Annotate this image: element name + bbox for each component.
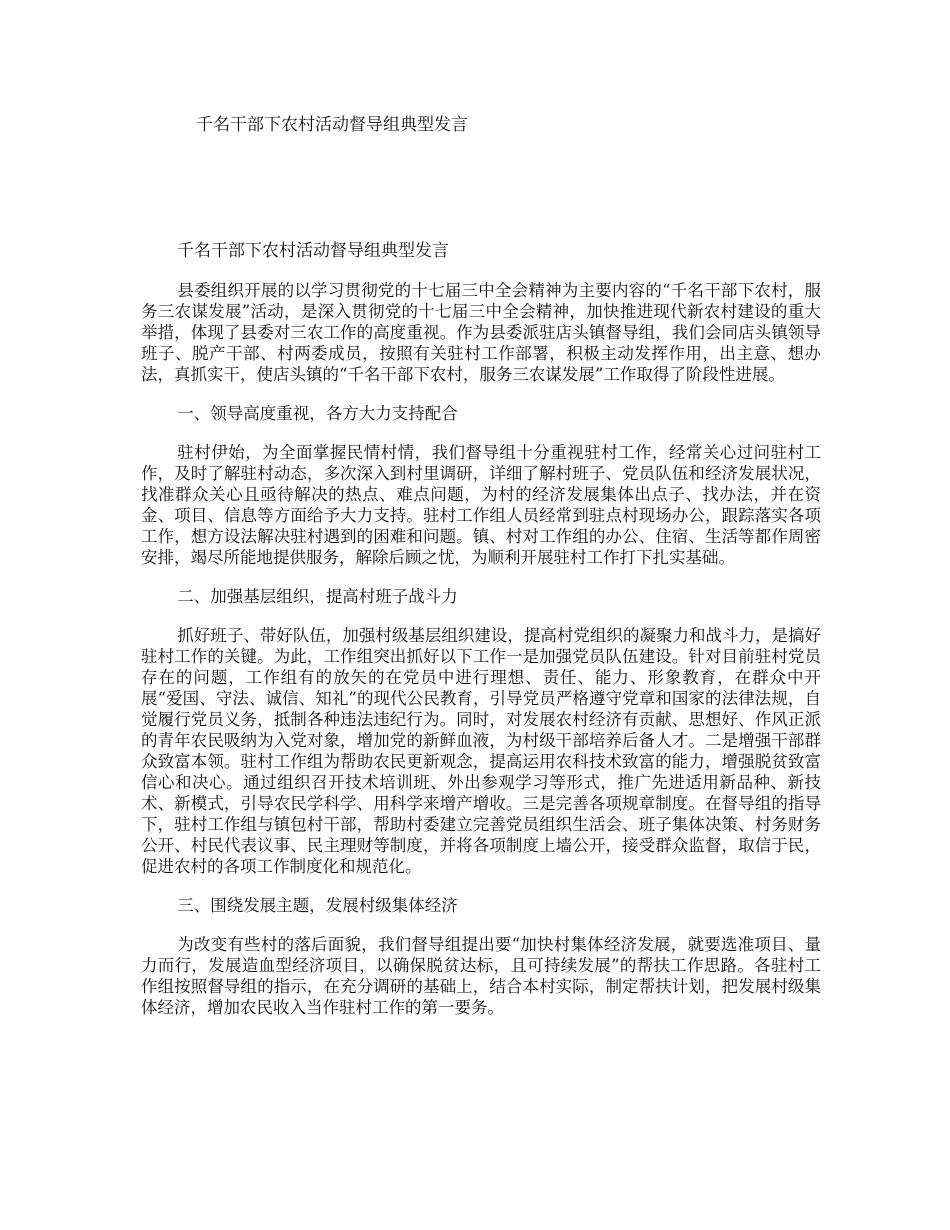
section-heading-1: 一、领导高度重视，各方大力支持配合 xyxy=(177,404,458,423)
document-body xyxy=(141,240,821,1036)
document-subtitle: 千名干部下农村活动督导组典型发言 xyxy=(177,241,449,261)
intro-paragraph: 县委组织开展的以学习贯彻党的十七届三中全会精神为主要内容的“千名干部下农村，服务三农谋发展”活动，是深入贯彻党的十七届三中全会精神，加快推进现代新农村建设的重大举措，体现了县委对三农工作的高度重视。作为县委派驻店头镇督导组，我们会同店头镇领导班子、脱产干部、村两委成员，按照有关驻村工作部署，积极主动发挥作用，出主意、想办法，真抓实干，使店头镇的“千名干部下农村，服务三农谋发展”工作取得了阶段性进展。 xyxy=(141,281,821,384)
document-title: 千名干部下农村活动督导组典型发言 xyxy=(196,115,468,135)
section-body-3: 为改变有些村的落后面貌，我们督导组提出要“加快村集体经济发展，就要选准项目、量力而行，发展造血型经济项目，以确保脱贫达标，且可持续发展”的帮扶工作思路。各驻村工作组按照督导组的指示，在充分调研的基础上，结合本村实际，制定帮扶计划，把发展村级集体经济，增加农民收入当作驻村工作的第一要务。 xyxy=(141,935,821,1017)
section-body-2: 抓好班子、带好队伍，加强村级基层组织建设，提高村党组织的凝聚力和战斗力，是搞好驻村工作的关键。为此，工作组突出抓好以下工作一是加强党员队伍建设。针对目前驻村党员存在的问题，工作组有的放矢的在党员中进行理想、责任、能力、形象教育，在群众中开展“爱国、守法、诚信、知礼”的现代公民教育，引导党员严格遵守党章和国家的法律法规，自觉履行党员义务，抵制各种违法违纪行为。同时，对发展农村经济有贡献、思想好、作风正派的青年农民吸纳为入党对象，增加党的新鲜血液，为村级干部培养后备人才。二是增强干部群众致富本领。驻村工作组为帮助农民更新观念，提高运用农科技术致富的能力，增强脱贫致富信心和决心。通过组织召开技术培训班、外出参观学习等形式，推广先进适用新品种、新技术、新模式，引导农民学科学、用科学来增产增收。三是完善各项规章制度。在督导组的指导下，驻村工作组与镇包村干部，帮助村委建立完善党员组织生活会、班子集体决策、村务财务公开、村民代表议事、民主理财等制度，并将各项制度上墙公开，接受群众监督，取信于民，促进农村的各项工作制度化和规范化。 xyxy=(141,626,821,876)
section-body-1: 驻村伊始，为全面掌握民情村情，我们督导组十分重视驻村工作，经常关心过问驻村工作，及时了解驻村动态，多次深入到村里调研，详细了解村班子、党员队伍和经济发展状况，找准群众关心且亟待解决的热点、难点问题，为村的经济发展集体出点子、找办法，并在资金、项目、信息等方面给予大力支持。驻村工作组人员经常到驻点村现场办公，跟踪落实各项工作，想方设法解决驻村遇到的困难和问题。镇、村对工作组的办公、住宿、生活等都作周密安排，竭尽所能地提供服务，解除后顾之忧，为顺利开展驻村工作打下扎实基础。 xyxy=(141,443,821,567)
section-heading-3: 三、围绕发展主题，发展村级集体经济 xyxy=(177,896,458,915)
section-heading-2: 二、加强基层组织，提高村班子战斗力 xyxy=(177,587,458,606)
